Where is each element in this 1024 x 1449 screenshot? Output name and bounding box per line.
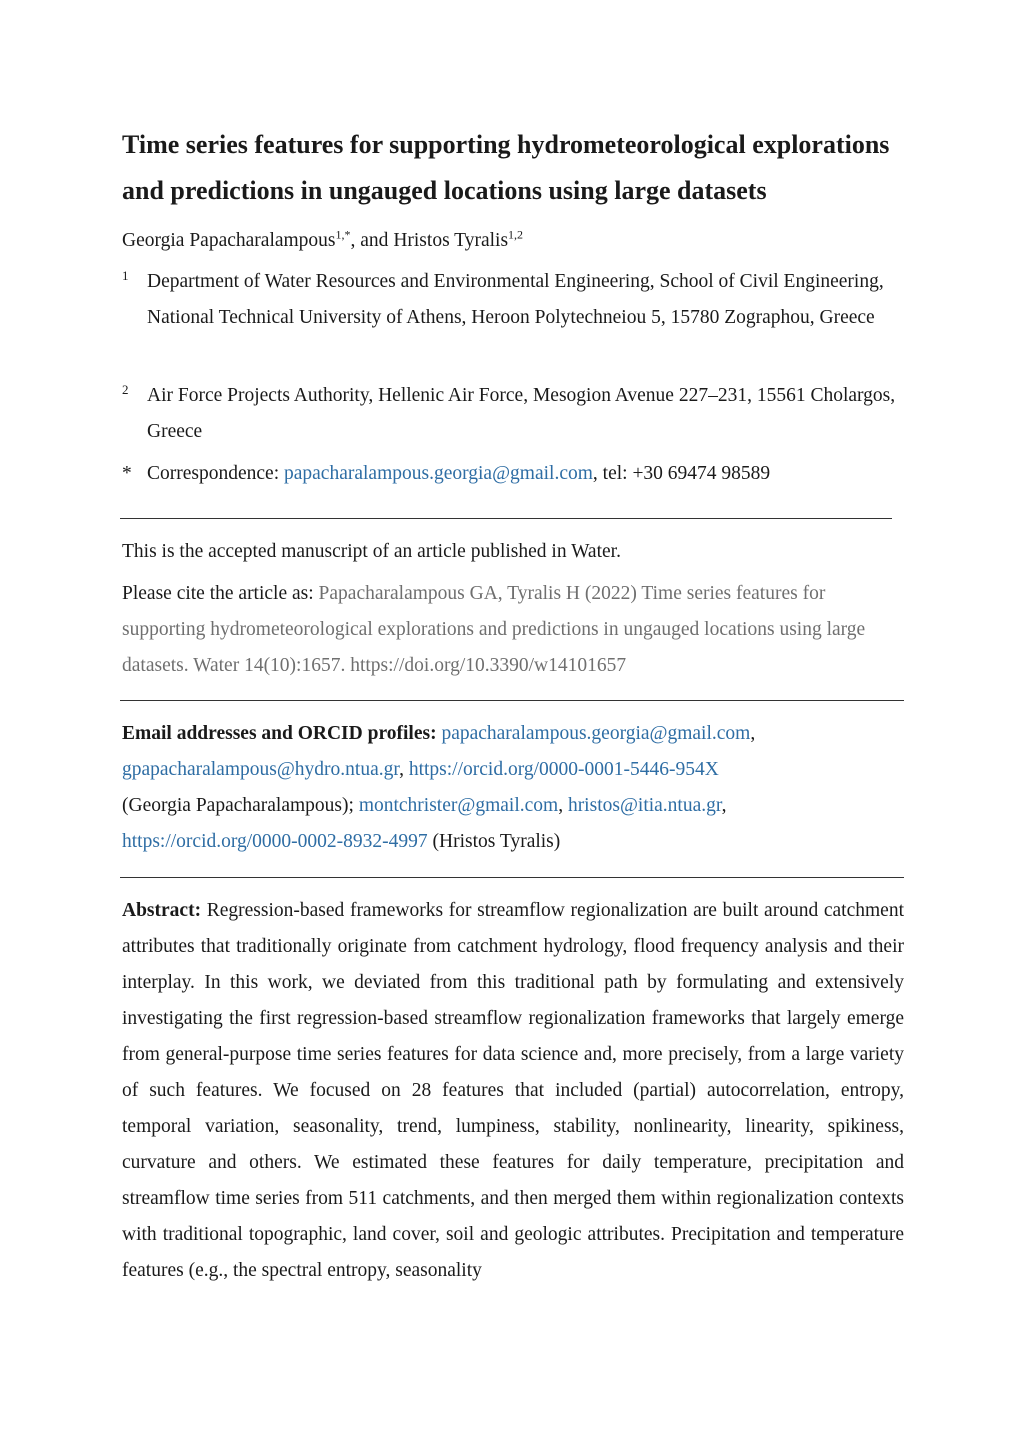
correspondence-label: Correspondence: bbox=[147, 463, 284, 484]
citation-text: Papacharalampous GA, Tyralis H (2022) Time series features for supporting hydrometeorological explorations and predictions in ungauged locations using large datasets. Water 14(10):1657. https://doi.org/10.3390/w14101657 bbox=[122, 583, 866, 676]
correspondence-email-link[interactable]: papacharalampous.georgia@gmail.com bbox=[284, 463, 593, 484]
orcid-link[interactable]: https://orcid.org/0000-0001-5446-954X bbox=[408, 759, 719, 780]
abstract-label: Abstract: bbox=[122, 900, 202, 921]
separator: , bbox=[721, 795, 727, 816]
separator: , bbox=[399, 759, 404, 780]
affiliation-text: Department of Water Resources and Environmental Engineering, School of Civil Engineering, National Technical University of Athens, Heroon Polytechneiou 5, 15780 Zographou, Greece bbox=[147, 271, 884, 328]
contact-owner: (Hristos Tyralis) bbox=[427, 831, 561, 852]
correspondence-text bbox=[147, 456, 904, 492]
divider bbox=[120, 700, 904, 701]
paper-title: Time series features for supporting hydrometeorological explorations and predictions in ungauged locations using large datasets bbox=[122, 130, 890, 205]
divider bbox=[120, 877, 904, 878]
separator: , bbox=[750, 723, 756, 744]
divider bbox=[120, 518, 892, 519]
author-line bbox=[122, 226, 523, 256]
citation-label: Please cite the article as: bbox=[122, 583, 319, 604]
abstract-text: Regression-based frameworks for streamflow regionalization are built around catchment attributes that traditionally originate from catchment hydrology, flood frequency analysis and their interplay. In this work, we deviated from this traditional path by formulating and extensively investigating the first regression-based streamflow regionalization frameworks that largely emerge from general-purpose time series features for data science and, more precisely, from a large variety of such features. We focused on 28 features that included (partial) autocorrelation, entropy, temporal variation, seasonality, trend, lumpiness, stability, nonlinearity, linearity, spikiness, curvature and others. We estimated these features for daily temperature, precipitation and streamflow time series from 511 catchments, and then merged them within regionalization contexts with traditional topographic, land cover, soil and geologic attributes. Precipitation and temperature features (e.g., the spectral entropy, seasonality bbox=[122, 900, 904, 1281]
author-superscript: 1,* bbox=[335, 227, 351, 242]
email-link[interactable]: papacharalampous.georgia@gmail.com bbox=[441, 723, 751, 744]
correspondence bbox=[122, 456, 904, 492]
correspondence-mark: * bbox=[122, 463, 132, 484]
accepted-notice: This is the accepted manuscript of an article published in Water. bbox=[122, 541, 621, 562]
abstract-paragraph bbox=[122, 893, 904, 1289]
contacts-paragraph bbox=[122, 716, 904, 860]
orcid-link[interactable]: https://orcid.org/0000-0002-8932-4997 bbox=[122, 831, 428, 852]
correspondence-phone: , tel: +30 69474 98589 bbox=[592, 463, 771, 484]
affiliation-number: 1 bbox=[122, 268, 129, 283]
contact-owner: (Georgia Papacharalampous); bbox=[122, 795, 359, 816]
affiliation-number: 2 bbox=[122, 382, 129, 397]
author-name: Georgia Papacharalampous bbox=[122, 230, 336, 251]
author-connector: , and bbox=[350, 230, 394, 251]
affiliation-text: Air Force Projects Authority, Hellenic Air Force, Mesogion Avenue 227–231, 15561 Cholargos, Greece bbox=[147, 385, 896, 442]
affiliation-2 bbox=[122, 378, 904, 450]
email-link[interactable]: hristos@itia.ntua.gr bbox=[567, 795, 722, 816]
separator: , bbox=[558, 795, 568, 816]
author-superscript: 1,2 bbox=[508, 227, 524, 242]
citation-paragraph bbox=[122, 576, 904, 684]
email-link[interactable]: montchrister@gmail.com bbox=[358, 795, 559, 816]
email-link[interactable]: gpapacharalampous@hydro.ntua.gr bbox=[122, 759, 400, 780]
author-name: Hristos Tyralis bbox=[393, 230, 509, 251]
affiliation-1 bbox=[122, 264, 904, 336]
contacts-label: Email addresses and ORCID profiles: bbox=[122, 723, 437, 744]
